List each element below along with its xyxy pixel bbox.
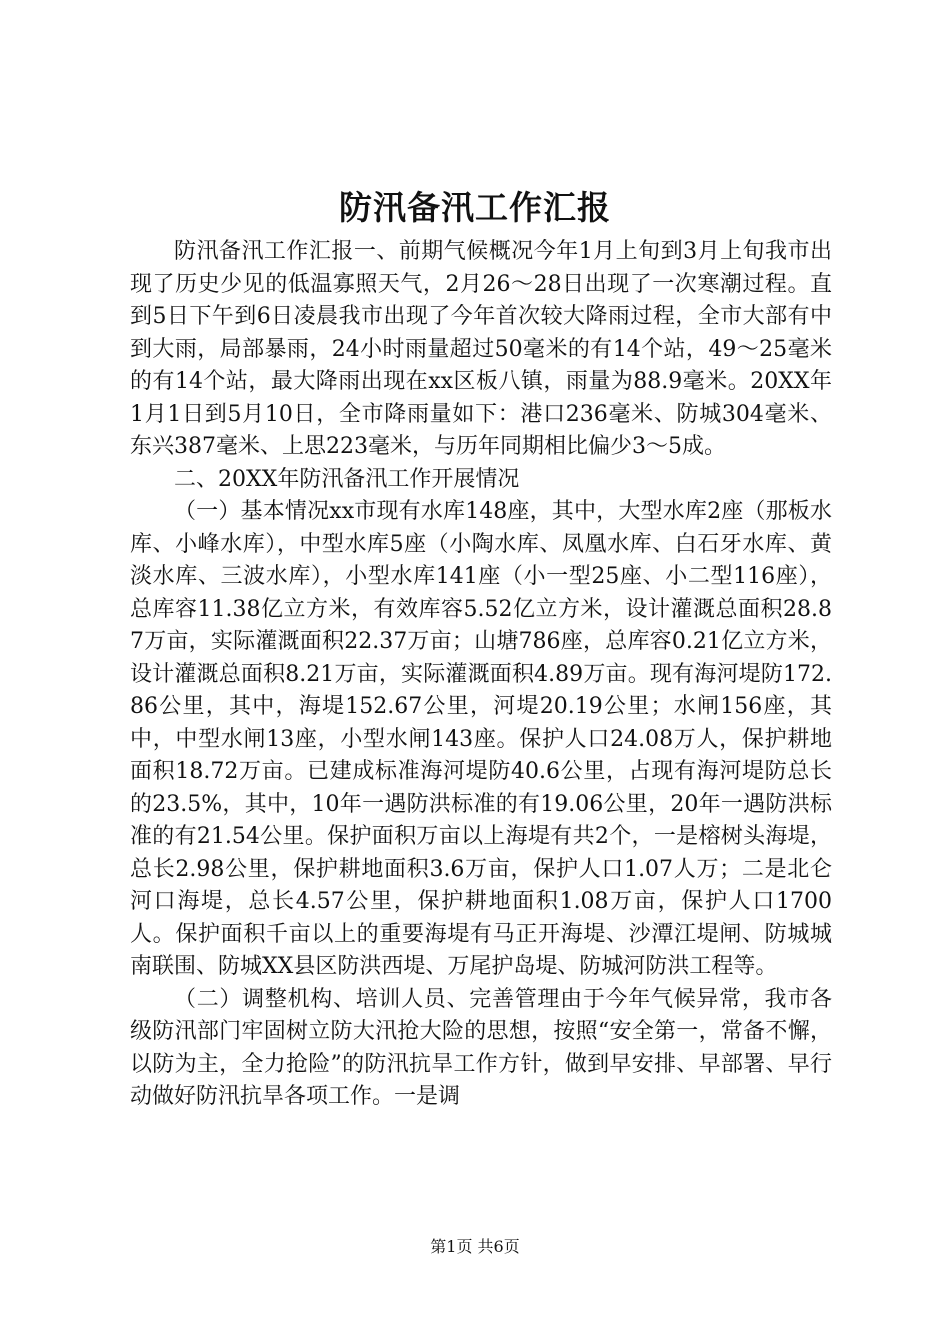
paragraph-organization: （二）调整机构、培训人员、完善管理由于今年气候异常，我市各级防汛部门牢固树立防大汛抢大险的思想，按照“安全第一，常备不懈，以防为主，全力抢险”的防汛抗旱工作方针，做到早安排、早部署、早行动做好防汛抗旱各项工作。一是调 (130, 986, 832, 1109)
page-number-footer: 第1页 共6页 (430, 1237, 520, 1256)
document-body (130, 236, 832, 1114)
document-title: 防汛备汛工作汇报 (339, 188, 611, 227)
paragraph-section-heading: 二、20XX年防汛备汛工作开展情况 (174, 466, 520, 492)
paragraph-basic-situation: （一）基本情况xx市现有水库148座，其中，大型水库2座（那板水库、小峰水库），中型水库5座（小陶水库、凤凰水库、白石牙水库、黄淡水库、三波水库），小型水库141座（小一型25座、小二型116座），总库容11.38亿立方米，有效库容5.52亿立方米，设计灌溉总面积28.87万亩，实际灌溉面积22.37万亩；山塘786座，总库容0.21亿立方米，设计灌溉总面积8.21万亩，实际灌溉面积4.89万亩。现有海河堤防172.86公里，其中，海堤152.67公里，河堤20.19公里；水闸156座，其中，中型水闸13座，小型水闸143座。保护人口24.08万人，保护耕地面积18.72万亩。已建成标准海河堤防40.6公里，占现有海河堤防总长的23.5%，其中，10年一遇防洪标准的有19.06公里，20年一遇防洪标准的有21.54公里。保护面积万亩以上海堤有共2个，一是榕树头海堤，总长2.98公里，保护耕地面积3.6万亩，保护人口1.07人万；二是北仑河口海堤，总长4.57公里，保护耕地面积1.08万亩，保护人口1700人。保护面积千亩以上的重要海堤有马正开海堤、沙潭江堤闸、防城城南联围、防城XX县区防洪西堤、万尾护岛堤、防城河防洪工程等。 (130, 499, 832, 979)
paragraph-weather-overview: 防汛备汛工作汇报一、前期气候概况今年1月上旬到3月上旬我市出现了历史少见的低温寡照天气，2月26～28日出现了一次寒潮过程。直到5日下午到6日凌晨我市出现了今年首次较大降雨过程，全市大部有中到大雨，局部暴雨，24小时雨量超过50毫米的有14个站，49～25毫米的有14个站，最大降雨出现在xx区板八镇，雨量为88.9毫米。20XX年1月1日到5月10日，全市降雨量如下：港口236毫米、防城304毫米、东兴387毫米、上思223毫米，与历年同期相比偏少3～5成。 (130, 239, 832, 459)
